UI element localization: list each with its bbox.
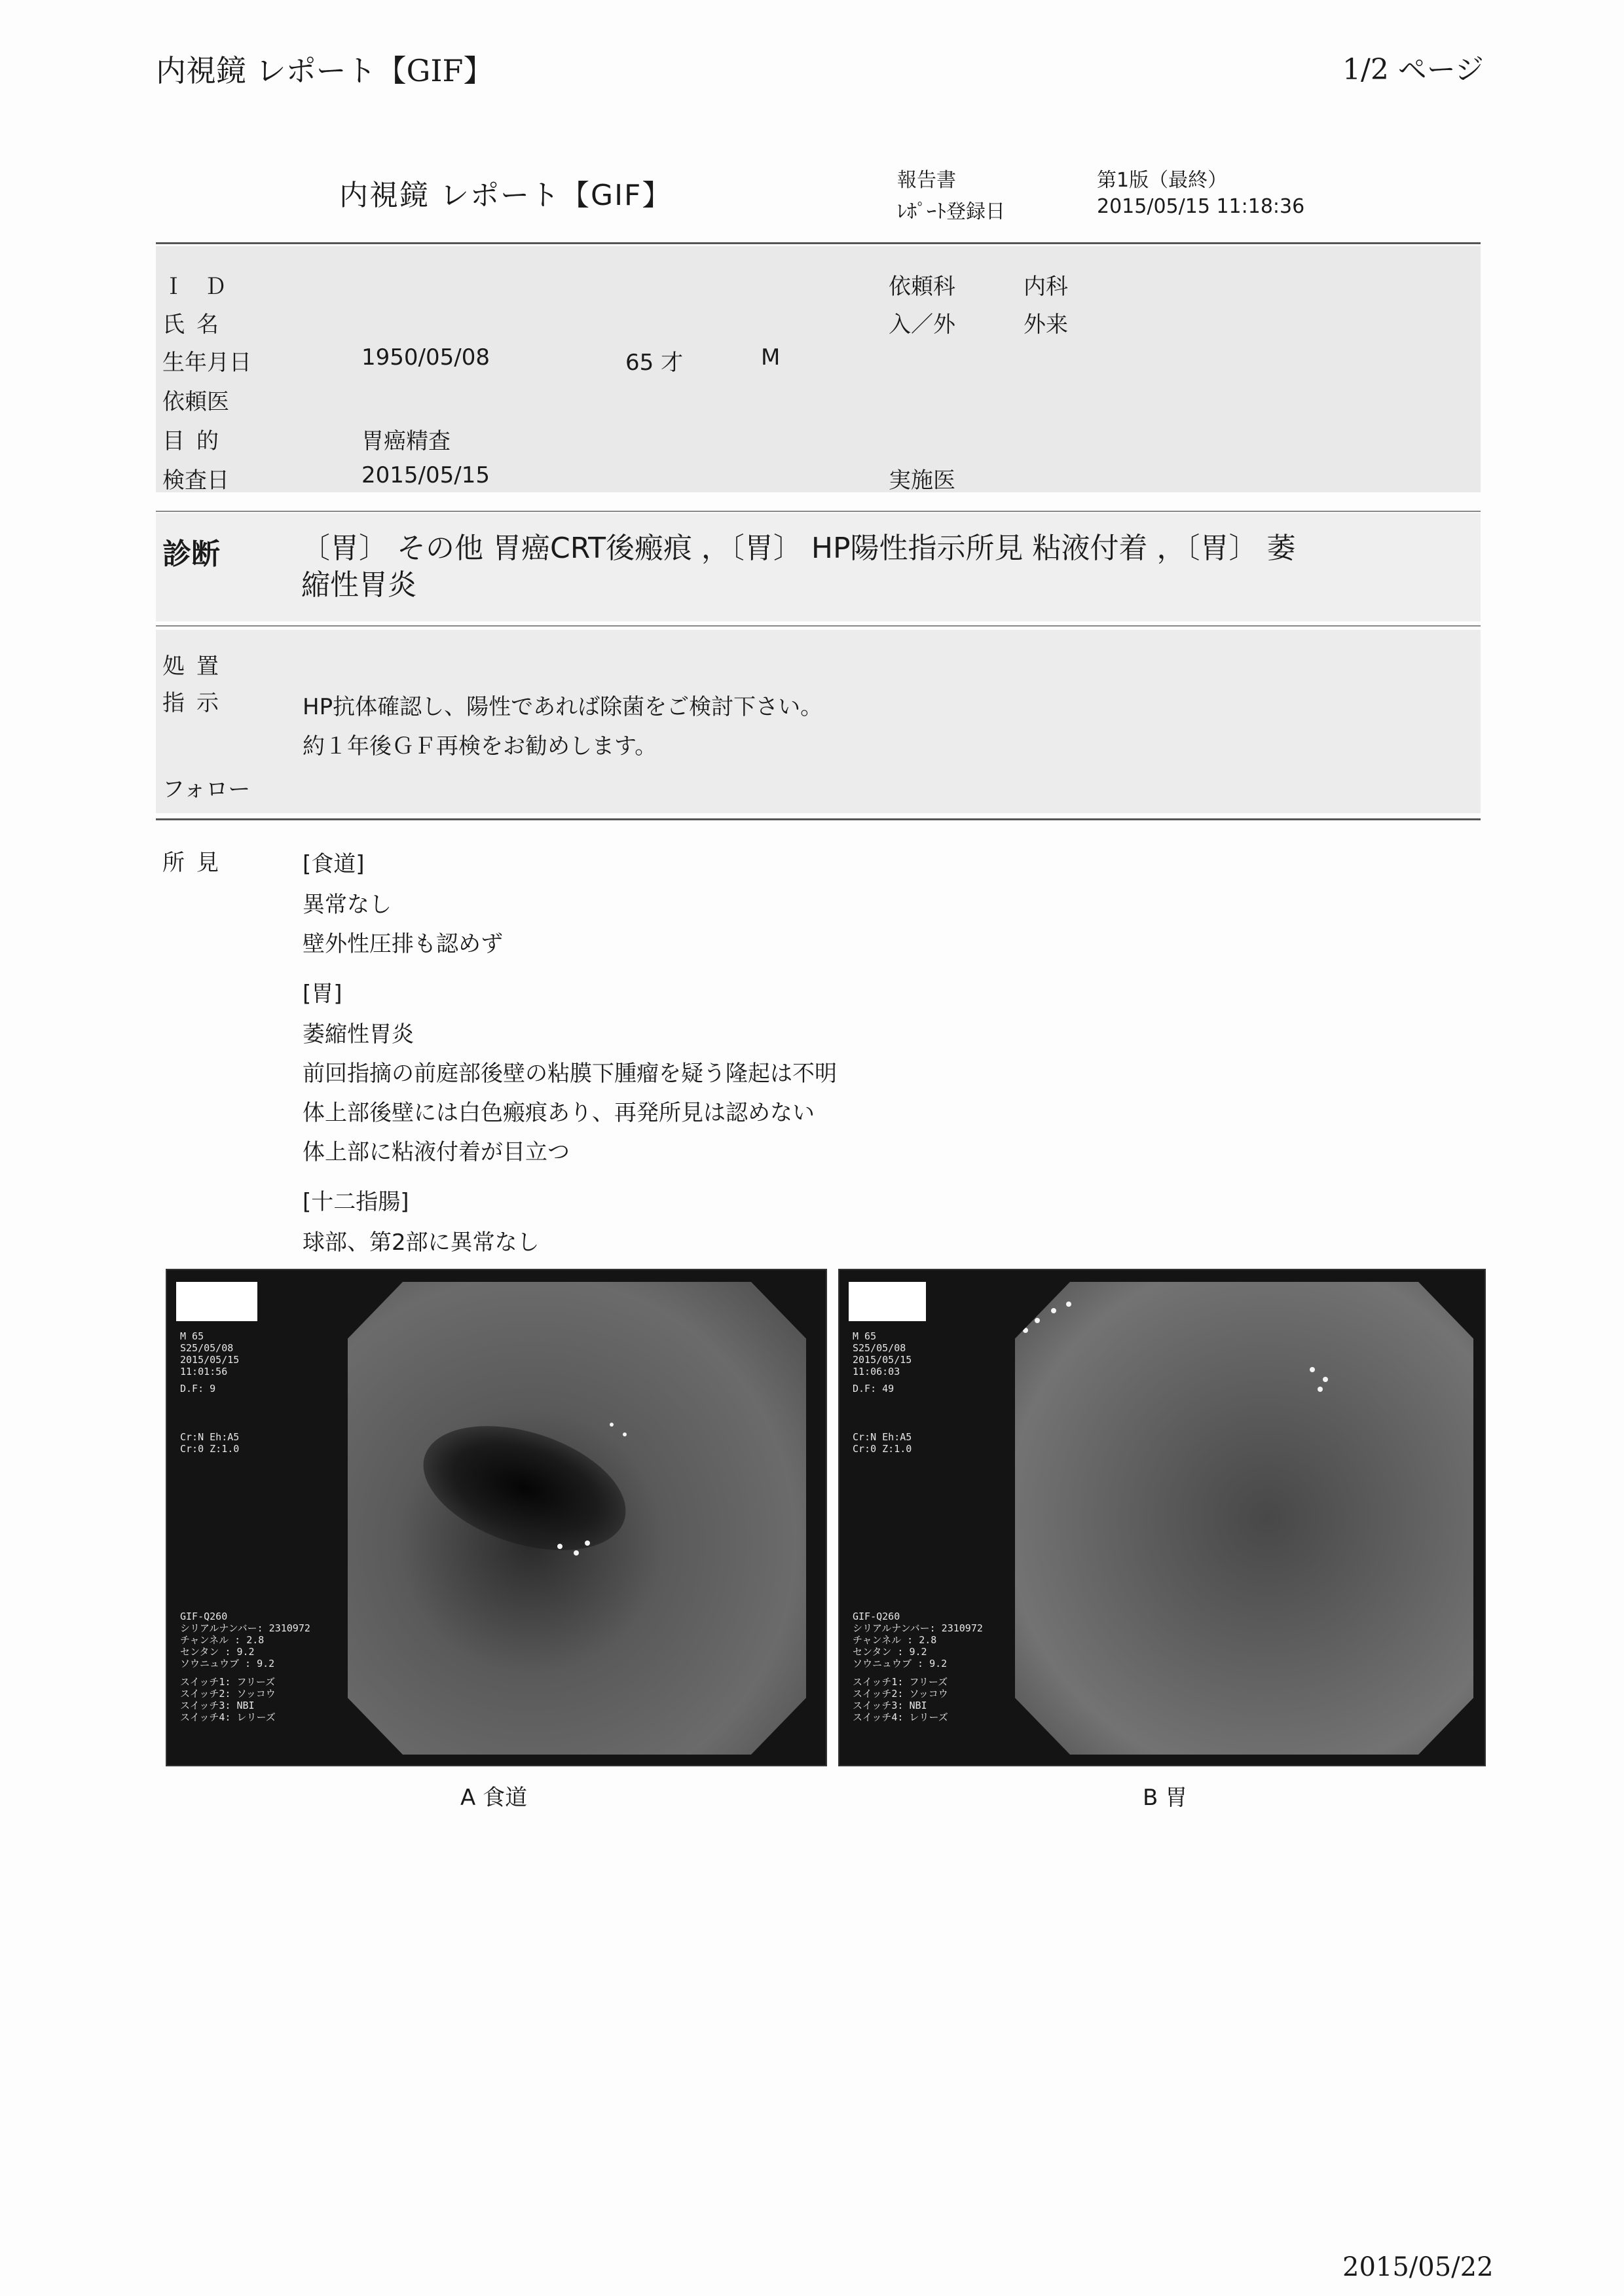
stomach-finding-4: 体上部に粘液付着が目立つ — [303, 1139, 570, 1165]
light-reflection — [1023, 1328, 1028, 1333]
diagnosis-label: 診断 — [162, 538, 220, 571]
image-caption-a: A 食道 — [460, 1785, 528, 1811]
procedure-label: 処置 — [162, 653, 231, 680]
page-header-title: 内視鏡 レポート【GIF】 — [156, 53, 494, 88]
divider — [156, 818, 1481, 820]
light-reflection — [1323, 1377, 1328, 1382]
stomach-finding-1: 萎縮性胃炎 — [303, 1021, 414, 1048]
endoscopic-view — [1015, 1282, 1473, 1755]
stomach-heading: [胃] — [303, 981, 342, 1007]
divider — [156, 625, 1481, 627]
light-reflection — [574, 1550, 579, 1556]
inout-label: 入／外 — [889, 312, 955, 338]
light-reflection — [1310, 1367, 1315, 1372]
sex-value: M — [761, 344, 781, 371]
exam-date-label: 検査日 — [162, 467, 229, 494]
doc-type-label: 報告書 — [897, 169, 956, 192]
dept-label: 依頼科 — [889, 274, 955, 300]
image-scope-info: GIF-Q260 シリアルナンバー: 2310972 チャンネル : 2.8 センタン : 9.2 ソウニュウブ : 9.2 スイッチ1: フリーズ スイッチ2: ソッコウ スイッチ3: NBI スイッチ4: レリーズ — [853, 1611, 983, 1723]
diagnosis-text — [301, 530, 1480, 604]
name-label: 氏名 — [162, 312, 231, 338]
exam-date-value: 2015/05/15 — [361, 462, 490, 488]
image-overlay-info: M 65 S25/05/08 2015/05/15 11:06:03 D.F: 49 Cr:N Eh:A5 Cr:0 Z:1.0 — [853, 1330, 912, 1455]
light-reflection — [1035, 1318, 1040, 1323]
duodenum-heading: [十二指腸] — [303, 1189, 409, 1215]
image-caption-b: B 胃 — [1143, 1785, 1188, 1811]
redaction-box — [849, 1282, 926, 1321]
endoscopic-view — [348, 1282, 806, 1755]
light-reflection — [557, 1544, 563, 1549]
endoscopy-image-a — [166, 1269, 827, 1766]
registered-label: ﾚﾎﾟｰﾄ登録日 — [897, 200, 1005, 223]
endoscopy-image-b — [838, 1269, 1486, 1766]
footer-date: 2015/05/22 — [1342, 2252, 1494, 2282]
light-reflection — [610, 1423, 614, 1427]
light-reflection — [1051, 1308, 1056, 1313]
light-reflection — [623, 1432, 627, 1436]
esophagus-heading: [食道] — [303, 851, 365, 877]
light-reflection — [1066, 1302, 1071, 1307]
dob-value: 1950/05/08 — [361, 344, 490, 371]
registered-at: 2015/05/15 11:18:36 — [1097, 195, 1305, 218]
patient-info-panel — [156, 246, 1481, 492]
purpose-value: 胃癌精査 — [361, 428, 451, 454]
follow-label: フォロー — [162, 776, 251, 803]
performer-label: 実施医 — [889, 467, 955, 494]
report-version: 第1版（最終） — [1097, 169, 1228, 192]
dob-label: 生年月日 — [162, 350, 251, 376]
redaction-box — [176, 1282, 257, 1321]
divider — [156, 242, 1481, 244]
duodenum-finding-1: 球部、第2部に異常なし — [303, 1230, 540, 1256]
stomach-finding-3: 体上部後壁には白色瘢痕あり、再発所見は認めない — [303, 1100, 815, 1126]
dept-value: 内科 — [1024, 274, 1068, 300]
report-title: 内視鏡 レポート【GIF】 — [339, 179, 673, 212]
divider — [156, 511, 1481, 512]
stomach-finding-2: 前回指摘の前庭部後壁の粘膜下腫瘤を疑う隆起は不明 — [303, 1061, 837, 1087]
inout-value: 外来 — [1024, 312, 1068, 338]
referring-doctor-label: 依頼医 — [162, 389, 229, 415]
instruction-line-2: 約１年後ＧＦ再検をお勧めします。 — [303, 733, 657, 759]
esophageal-lumen — [408, 1403, 642, 1574]
page-number: 1/2 ページ — [1342, 53, 1484, 86]
findings-label: 所見 — [162, 850, 231, 876]
purpose-label: 目的 — [162, 428, 231, 454]
instruction-line-1: HP抗体確認し、陽性であれば除菌をご検討下さい。 — [303, 694, 823, 720]
id-label: ＩＤ — [162, 274, 246, 300]
esophagus-finding-1: 異常なし — [303, 892, 392, 918]
treatment-panel — [156, 630, 1481, 813]
image-overlay-info: M 65 S25/05/08 2015/05/15 11:01:56 D.F: 9 Cr:N Eh:A5 Cr:0 Z:1.0 — [180, 1330, 240, 1455]
image-scope-info: GIF-Q260 シリアルナンバー: 2310972 チャンネル : 2.8 センタン : 9.2 ソウニュウブ : 9.2 スイッチ1: フリーズ スイッチ2: ソッコウ スイッチ3: NBI スイッチ4: レリーズ — [180, 1611, 310, 1723]
light-reflection — [1318, 1387, 1323, 1392]
diagnosis-line-2: 縮性胃炎 — [301, 568, 416, 602]
instruction-label: 指示 — [162, 690, 231, 716]
diagnosis-line-1: 〔胃〕 その他 胃癌CRT後瘢痕 ，〔胃〕 HP陽性指示所見 粘液付着 ，〔胃〕 萎 — [301, 532, 1296, 565]
esophagus-finding-2: 壁外性圧排も認めず — [303, 931, 503, 957]
light-reflection — [585, 1540, 590, 1546]
age-value: 65 才 — [625, 350, 684, 376]
